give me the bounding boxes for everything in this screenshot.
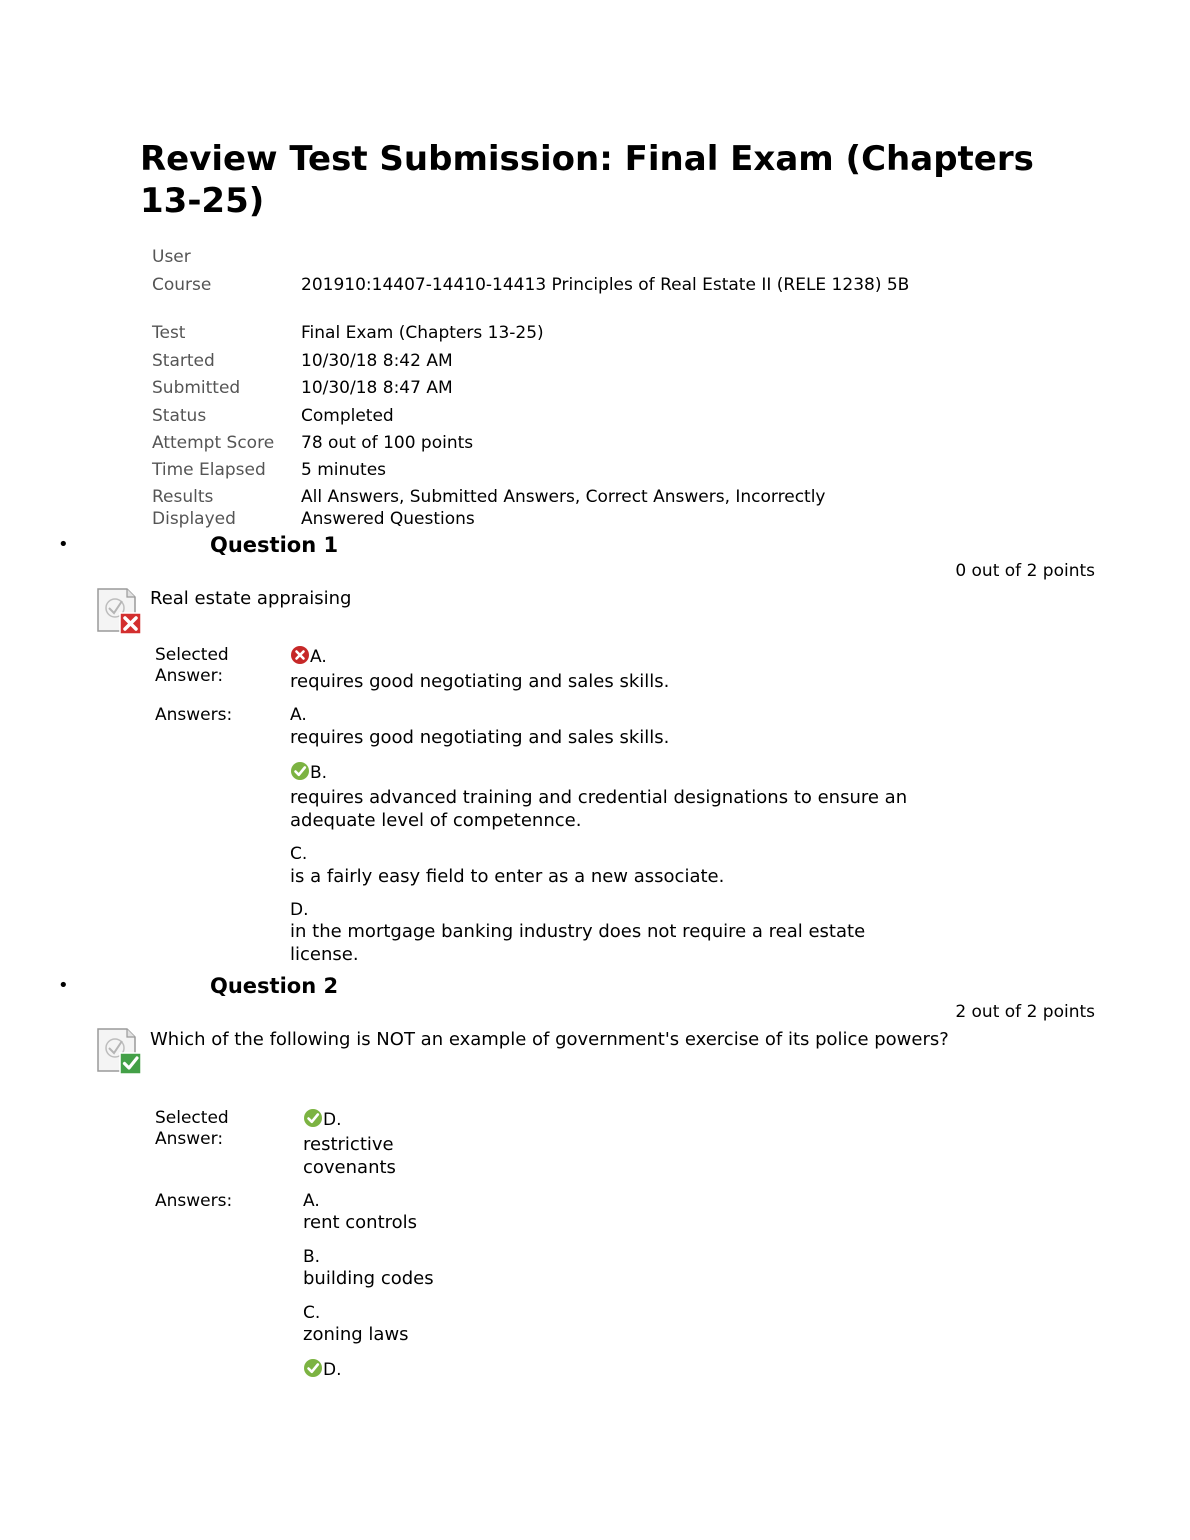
answer-letter: D. (290, 900, 309, 920)
selected-answer (290, 645, 327, 667)
answer-option-text: rent controls (303, 1212, 418, 1233)
answer-option-text: building codes (303, 1268, 434, 1289)
list-bullet: • (58, 534, 69, 555)
detail-value: Completed (301, 406, 394, 426)
question-points: 2 out of 2 points (955, 1002, 1095, 1022)
selected-answer-text: restrictive covenants (303, 1134, 396, 1178)
correct-check-icon (303, 1108, 323, 1128)
detail-value: 201910:14407-14410-14413 Principles of Real Estate II (RELE 1238) 5B (301, 275, 910, 295)
detail-value: 78 out of 100 points (301, 433, 474, 453)
answer-letter: D. (323, 1110, 342, 1130)
correct-check-icon (303, 1358, 323, 1378)
question-text: Which of the following is NOT an example of government's exercise of its police powers? (150, 1029, 949, 1050)
correct-check-icon (290, 761, 310, 781)
answer-option-text: zoning laws (303, 1324, 409, 1345)
detail-row-submitted (152, 377, 952, 405)
detail-row-attempt-score (152, 432, 952, 459)
answer-letter: C. (290, 844, 308, 864)
detail-label: Time Elapsed (152, 460, 266, 480)
submission-details (152, 246, 952, 530)
detail-row-status (152, 405, 952, 432)
detail-row-test (152, 322, 952, 350)
detail-row-time-elapsed (152, 459, 952, 486)
answers-label: Answers: (155, 705, 233, 725)
detail-value: 5 minutes (301, 460, 387, 480)
answer-option-text: requires advanced training and credential designations to ensure an adequate level of competennce. (290, 787, 908, 831)
question-heading: Question 2 (210, 974, 339, 998)
detail-row-course (152, 274, 952, 322)
page-title: Review Test Submission: Final Exam (Chapters 13-25) (140, 139, 1034, 221)
selected-answer-text: requires good negotiating and sales skills. (290, 671, 670, 692)
answer-letter: D. (323, 1360, 342, 1380)
answer-letter: A. (290, 705, 307, 725)
answer-letter: B. (310, 763, 328, 783)
answer-option-text: requires good negotiating and sales skills. (290, 727, 670, 748)
detail-row-results-displayed (152, 486, 952, 530)
question-text: Real estate appraising (150, 588, 352, 609)
question-points: 0 out of 2 points (955, 561, 1095, 581)
detail-value: 10/30/18 8:42 AM (301, 351, 453, 371)
detail-label: Status (152, 406, 207, 426)
selected-answer-label: Selected Answer: (155, 645, 229, 686)
answer-letter: C. (303, 1303, 321, 1323)
detail-label: Course (152, 275, 212, 295)
incorrect-question-icon (95, 587, 143, 635)
detail-value: All Answers, Submitted Answers, Correct Answers, Incorrectly Answered Questions (301, 487, 826, 529)
detail-value (301, 246, 951, 274)
incorrect-icon (290, 645, 310, 665)
answer-letter: A. (303, 1191, 320, 1211)
selected-answer-label: Selected Answer: (155, 1108, 229, 1149)
answers-label: Answers: (155, 1191, 233, 1211)
detail-row-user (152, 246, 952, 274)
detail-label: Results Displayed (152, 487, 236, 529)
answer-letter: B. (303, 1247, 321, 1267)
detail-label: Attempt Score (152, 433, 275, 453)
detail-label: User (152, 247, 191, 267)
list-bullet: • (58, 975, 69, 996)
detail-value: 10/30/18 8:47 AM (301, 378, 453, 398)
answer-option-text: is a fairly easy field to enter as a new associate. (290, 866, 725, 887)
correct-answer (290, 761, 327, 783)
detail-value: Final Exam (Chapters 13-25) (301, 323, 544, 343)
answer-option-text: in the mortgage banking industry does not require a real estate license. (290, 921, 866, 965)
correct-question-icon (95, 1027, 143, 1075)
correct-answer (303, 1358, 342, 1380)
answer-letter: A. (310, 647, 327, 667)
detail-label: Submitted (152, 378, 241, 398)
detail-label: Test (152, 323, 186, 343)
question-heading: Question 1 (210, 533, 339, 557)
detail-row-started (152, 350, 952, 377)
selected-answer (303, 1108, 342, 1130)
detail-label: Started (152, 351, 215, 371)
